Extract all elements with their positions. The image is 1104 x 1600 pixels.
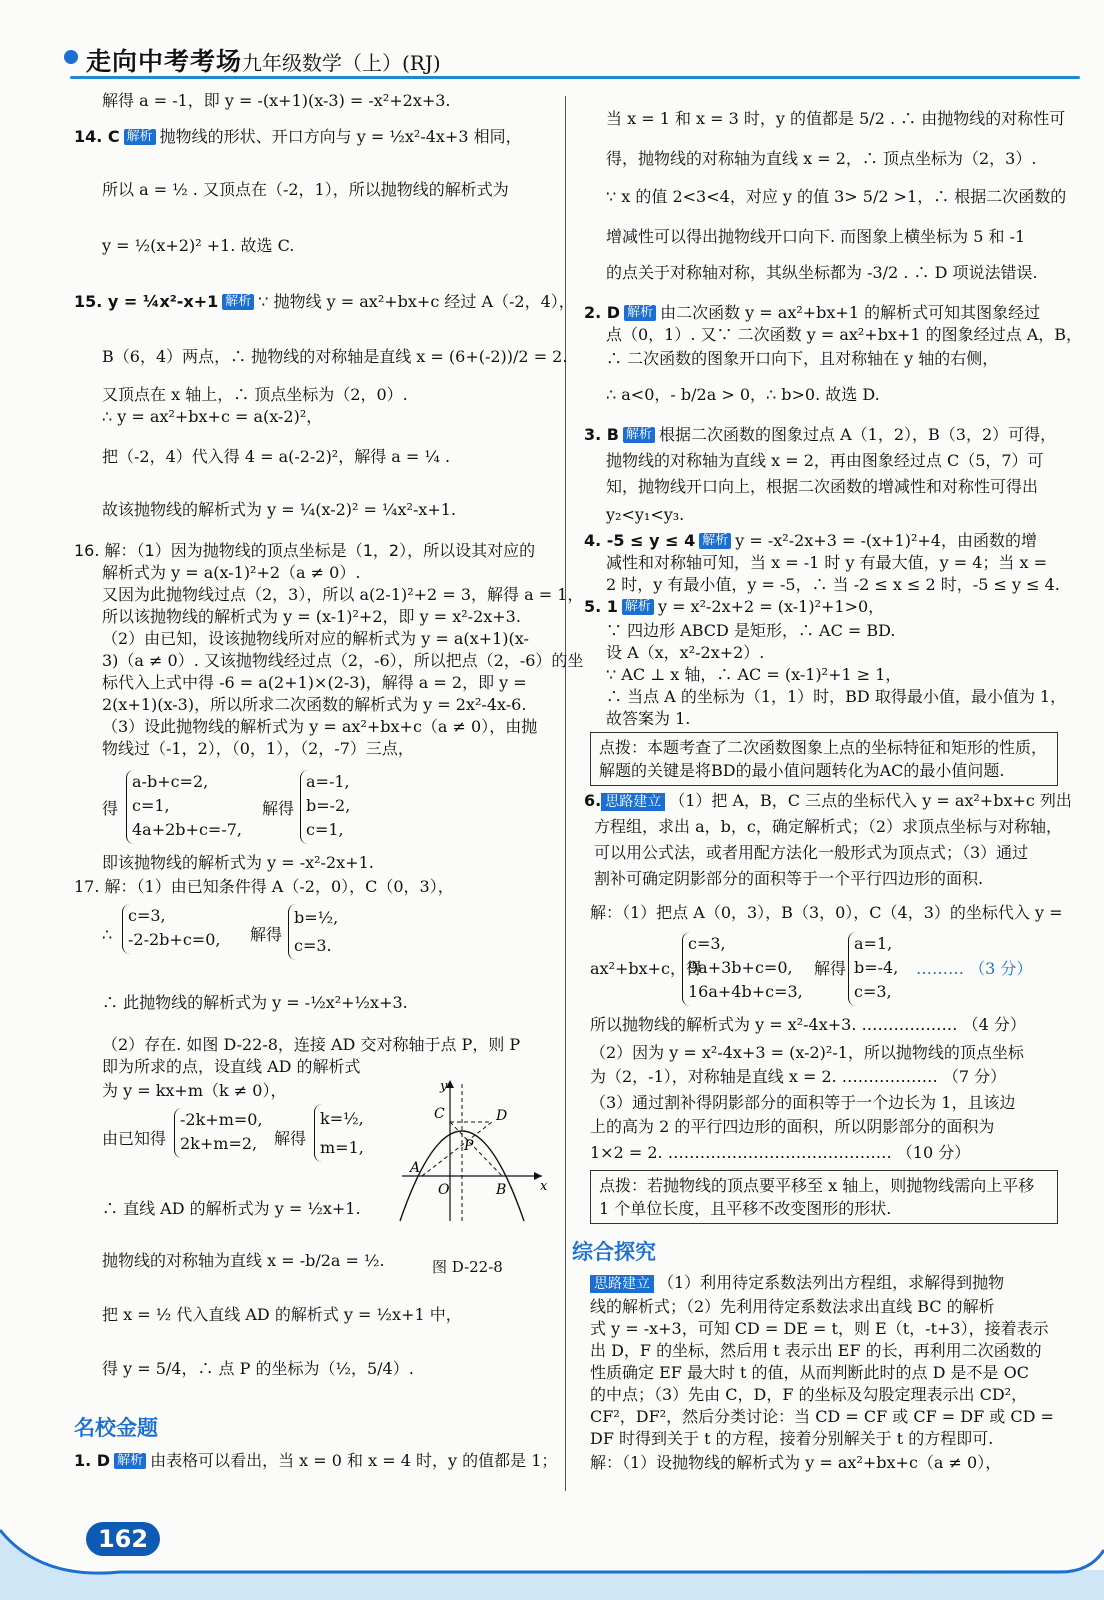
label: 解得 bbox=[814, 959, 847, 978]
text-line: （2）存在. 如图 D-22-8，连接 AD 交对称轴于点 P，则 P bbox=[102, 1035, 521, 1054]
equation: k=½, bbox=[320, 1109, 364, 1128]
analysis-tag: 解析 bbox=[222, 294, 254, 310]
question-number: 3. B bbox=[584, 425, 619, 444]
text-line: DF 时得到关于 t 的方程，接着分别解关于 t 的方程即可. bbox=[590, 1429, 994, 1448]
text-line: 2 时，y 有最小值，y = -5，∴ 当 -2 ≤ x ≤ 2 时，-5 ≤ y ≤ 4. bbox=[606, 575, 1060, 594]
equation: c=1, bbox=[306, 820, 344, 839]
equation: c=3, bbox=[854, 982, 892, 1001]
text-line: 物线过（-1，2），（0，1），（2，-7）三点， bbox=[102, 739, 414, 758]
analysis-tag: 解析 bbox=[124, 129, 156, 145]
text-line: ∴ 此抛物线的解析式为 y = -½x²+½x+3. bbox=[102, 993, 408, 1012]
text-line: ∵ AC ⊥ x 轴，∴ AC = (x-1)²+1 ≥ 1， bbox=[606, 665, 902, 684]
label: 解得 bbox=[274, 1129, 307, 1148]
text-line: （2）因为 y = x²-4x+3 = (x-2)²-1，所以抛物线的顶点坐标 bbox=[590, 1043, 1024, 1062]
equation: b=-4, bbox=[854, 958, 899, 977]
equation: c=3, bbox=[688, 934, 726, 953]
equation: 2k+m=2, bbox=[180, 1134, 258, 1153]
bullet-icon bbox=[64, 50, 78, 64]
text-line: （3）通过割补得阴影部分的面积等于一个边长为 1，且该边 bbox=[590, 1093, 1016, 1112]
text-line: 1×2 = 2. …………………………………… （10 分） bbox=[590, 1143, 971, 1162]
text-line: 所以抛物线的解析式为 y = x²-4x+3. ……………… （4 分） bbox=[590, 1015, 1026, 1034]
equation: a-b+c=2, bbox=[132, 772, 209, 791]
text-line: y = -x²-2x+3 = -(x+1)²+4，由函数的增 bbox=[735, 531, 1037, 550]
analysis-tag: 解析 bbox=[622, 599, 654, 615]
text-line: 把 x = ½ 代入直线 AD 的解析式 y = ½x+1 中， bbox=[102, 1305, 462, 1324]
text-line: 抛物线的形状、开口方向与 y = ½x²-4x+3 相同， bbox=[159, 127, 522, 146]
answer-16: 16. 解：（1）因为抛物线的顶点坐标是（1，2），所以设其对应的 bbox=[74, 541, 536, 560]
equation-system bbox=[128, 904, 220, 952]
text-line: 解：（1）把点 A（0，3），B（3，0），C（4，3）的坐标代入 y = bbox=[590, 903, 1063, 922]
text-line: 割补可确定阴影部分的面积等于一个平行四边形的面积. bbox=[594, 869, 984, 888]
page-header bbox=[0, 0, 1104, 86]
fig-label-D: D bbox=[496, 1108, 508, 1124]
section-title: 名校金题 bbox=[74, 1416, 158, 1440]
footer-wave bbox=[0, 1520, 1104, 1600]
analysis-tag: 解析 bbox=[699, 533, 731, 549]
text-line: 得 y = 5/4，∴ 点 P 的坐标为（½，5/4）. bbox=[102, 1359, 414, 1378]
question-number: 4. -5 ≤ y ≤ 4 bbox=[584, 531, 696, 550]
answer-17: 17. 解：（1）由已知条件得 A（-2，0），C（0，3）， bbox=[74, 877, 454, 896]
text-line: 3)（a ≠ 0）. 又该抛物线经过点（2，-6），所以把点（2，-6）的坐 bbox=[102, 651, 584, 670]
answer-4 bbox=[584, 530, 1037, 552]
text-line: （1）把 A，B，C 三点的坐标代入 y = ax²+bx+c 列出 bbox=[669, 791, 1072, 810]
text-line: 由二次函数 y = ax²+bx+1 的解析式可知其图象经过 bbox=[660, 303, 1041, 322]
equation: a=1, bbox=[854, 934, 893, 953]
equation-system bbox=[320, 1104, 364, 1162]
text-line: 出 D，F 的坐标，然后用 t 表示出 EF 的长，再利用二次函数的 bbox=[590, 1341, 1042, 1360]
text-line: 故该抛物线的解析式为 y = ¼(x-2)² = ¼x²-x+1. bbox=[102, 500, 457, 519]
answer-6 bbox=[584, 790, 1072, 812]
text-line: 解得 a = -1，即 y = -(x+1)(x-3) = -x²+2x+3. bbox=[102, 91, 451, 110]
idea-tag: 思路建立 bbox=[590, 1275, 654, 1293]
text-line: 知，抛物线开口向上，根据二次函数的增减性和对称性可得出 bbox=[606, 477, 1039, 496]
text-line: 解析式为 y = a(x-1)²+2（a ≠ 0）. bbox=[102, 563, 361, 582]
label: ax²+bx+c，得 bbox=[590, 959, 703, 978]
text-line: 即该抛物线的解析式为 y = -x²-2x+1. bbox=[102, 853, 374, 872]
analysis-tag: 解析 bbox=[624, 305, 656, 321]
idea-tag: 思路建立 bbox=[601, 793, 665, 811]
equation: b=½, bbox=[294, 908, 339, 927]
answer-15 bbox=[74, 291, 575, 313]
text-line: 线的解析式；（2）先利用待定系数法求出直线 BC 的解析 bbox=[590, 1297, 995, 1316]
text-line: 即为所求的点，设直线 AD 的解析式 bbox=[102, 1057, 361, 1076]
text-line: 可以用公式法，或者用配方法化一般形式为顶点式；（3）通过 bbox=[594, 843, 1029, 862]
answer-3 bbox=[584, 424, 1056, 446]
section-title: 综合探究 bbox=[572, 1240, 656, 1264]
equation: m=1, bbox=[320, 1138, 364, 1157]
answer-5 bbox=[584, 596, 884, 618]
equation-system bbox=[306, 770, 350, 842]
text-line: y = x²-2x+2 = (x-1)²+1>0， bbox=[657, 597, 885, 616]
text-line: y = ½(x+2)² +1. 故选 C. bbox=[102, 236, 295, 255]
question-number: 1. D bbox=[74, 1451, 111, 1470]
equation-system bbox=[854, 932, 898, 1004]
text-line: 抛物线的对称轴为直线 x = 2，再由图象经过点 C（5，7）可 bbox=[606, 451, 1044, 470]
text-line: ∵ x 的值 2<3<4，对应 y 的值 3> 5/2 >1，∴ 根据二次函数的 bbox=[606, 187, 1067, 206]
tip-box: 点拨：若抛物线的顶点要平移至 x 轴上，则抛物线需向上平移 1 个单位长度，且平移不改变图形的形状. bbox=[590, 1170, 1058, 1224]
text-line bbox=[590, 1272, 1004, 1294]
fig-label-y: y bbox=[440, 1079, 448, 1094]
book-subtitle: 九年级数学（上）(RJ) bbox=[242, 51, 441, 75]
text-line: 设 A（x，x²-2x+2）. bbox=[606, 643, 765, 662]
text-line: 性质确定 EF 最大时 t 的值，从而判断此时的点 D 是不是 OC bbox=[590, 1363, 1030, 1382]
text-line: ∵ 抛物线 y = ax²+bx+c 经过 A（-2，4）， bbox=[258, 292, 575, 311]
fig-label-P: P bbox=[464, 1138, 474, 1154]
page-number: 162 bbox=[86, 1522, 160, 1556]
text-line: ∴ y = ax²+bx+c = a(x-2)²， bbox=[102, 407, 323, 426]
text-line: 解：（1）设抛物线的解析式为 y = ax²+bx+c（a ≠ 0）， bbox=[590, 1453, 1002, 1472]
text-line: 抛物线的对称轴为直线 x = -b/2a = ½. bbox=[102, 1251, 385, 1270]
text-line: 由表格可以看出，当 x = 0 和 x = 4 时，y 的值都是 1； bbox=[150, 1451, 558, 1470]
text-line: CF²，DF²，然后分类讨论：当 CD = CF 或 CF = DF 或 CD = bbox=[590, 1407, 1054, 1426]
fig-label-C: C bbox=[434, 1106, 445, 1122]
fig-label-O: O bbox=[438, 1182, 450, 1198]
line-AD bbox=[422, 1122, 492, 1176]
text-line: ∴ 当点 A 的坐标为（1，1）时，BD 取得最小值，最小值为 1， bbox=[606, 687, 1067, 706]
figure-caption: 图 D-22-8 bbox=[432, 1258, 503, 1276]
equation: 16a+4b+c=3, bbox=[688, 982, 803, 1001]
text-line: y₂<y₁<y₃. bbox=[606, 505, 685, 524]
question-number: 2. D bbox=[584, 303, 621, 322]
label: 得 bbox=[102, 799, 119, 818]
text-line: 所以 a = ½ . 又顶点在（-2，1），所以抛物线的解析式为 bbox=[102, 180, 509, 199]
label: 解得 bbox=[262, 799, 295, 818]
score-note: ……… （3 分） bbox=[916, 959, 1033, 978]
text-line: 上的高为 2 的平行四边形的面积，所以阴影部分的面积为 bbox=[590, 1117, 995, 1136]
label: ∴ bbox=[102, 925, 113, 944]
equation: c=3, bbox=[128, 906, 166, 925]
text-line: 把（-2，4）代入得 4 = a(-2-2)²，解得 a = ¼ . bbox=[102, 447, 451, 466]
text-line: 根据二次函数的图象过点 A（1，2），B（3，2）可得， bbox=[659, 425, 1057, 444]
text-line: 减性和对称轴可知，当 x = -1 时 y 有最大值，y = 4；当 x = bbox=[606, 553, 1047, 572]
text-line: 所以该抛物线的解析式为 y = (x-1)²+2，即 y = x²-2x+3. bbox=[102, 607, 521, 626]
text-line: 2(x+1)(x-3)，所以所求二次函数的解析式为 y = 2x²-4x-6. bbox=[102, 695, 527, 714]
text-line: ∴ 二次函数的图象开口向下，且对称轴在 y 轴的右侧， bbox=[606, 349, 999, 368]
parabola-figure bbox=[392, 1076, 552, 1226]
text-line: 故答案为 1. bbox=[606, 709, 691, 728]
equation-system bbox=[688, 932, 803, 1004]
text-line: ∴ a<0，- b/2a > 0，∴ b>0. 故选 D. bbox=[606, 385, 880, 404]
equation-system bbox=[180, 1108, 263, 1156]
answer-14 bbox=[74, 126, 522, 148]
fig-label-A: A bbox=[410, 1160, 421, 1176]
text-line: 又因为此抛物线过点（2，3），所以 a(2-1)²+2 = 3，解得 a = 1， bbox=[102, 585, 584, 604]
text-line: 方程组，求出 a，b，c，确定解析式；（2）求顶点坐标与对称轴， bbox=[594, 817, 1063, 836]
text-line: 又顶点在 x 轴上，∴ 顶点坐标为（2，0）. bbox=[102, 385, 408, 404]
equation: 4a+2b+c=-7, bbox=[132, 820, 242, 839]
equation: 9a+3b+c=0, bbox=[688, 958, 793, 977]
text-line: ∵ 四边形 ABCD 是矩形，∴ AC = BD. bbox=[606, 621, 896, 640]
answer-m1 bbox=[74, 1450, 557, 1472]
question-number: 5. 1 bbox=[584, 597, 618, 616]
text-line: 得，抛物线的对称轴为直线 x = 2，∴ 顶点坐标为（2，3）. bbox=[606, 149, 1037, 168]
text-line: B（6，4）两点，∴ 抛物线的对称轴是直线 x = (6+(-2))/2 = 2. bbox=[102, 347, 568, 366]
text-line: 当 x = 1 和 x = 3 时，y 的值都是 5/2 . ∴ 由抛物线的对称性可 bbox=[606, 109, 1066, 128]
text-line: 的中点；（3）先由 C，D，F 的坐标及勾股定理表示出 CD²， bbox=[590, 1385, 1028, 1404]
equation: -2k+m=0, bbox=[180, 1110, 263, 1129]
book-title: 走向中考考场 bbox=[86, 47, 243, 76]
equation-system bbox=[294, 904, 338, 960]
question-number: 14. C bbox=[74, 127, 120, 146]
text-line: （2）由已知，设该抛物线所对应的解析式为 y = a(x+1)(x- bbox=[102, 629, 529, 648]
equation-system bbox=[132, 770, 242, 842]
tip-box: 点拨：本题考查了二次函数图象上点的坐标特征和矩形的性质，解题的关键是将BD的最小值问题转化为AC的最小值问题. bbox=[590, 732, 1058, 786]
text-line: 点（0，1）. 又∵ 二次函数 y = ax²+bx+1 的图象经过点 A，B， bbox=[606, 325, 1083, 344]
text-line: （3）设此抛物线的解析式为 y = ax²+bx+c（a ≠ 0），由抛 bbox=[102, 717, 538, 736]
text-line: 的点关于对称轴对称，其纵坐标都为 -3/2 . ∴ D 项说法错误. bbox=[606, 263, 1038, 282]
equation: c=3. bbox=[294, 936, 332, 955]
equation: -2-2b+c=0, bbox=[128, 930, 221, 949]
label: 由已知得 bbox=[102, 1129, 167, 1148]
text-line: 为（2，-1），对称轴是直线 x = 2. ……………… （7 分） bbox=[590, 1067, 1007, 1086]
equation: b=-2, bbox=[306, 796, 351, 815]
text-line: ∴ 直线 AD 的解析式为 y = ½x+1. bbox=[102, 1199, 361, 1218]
fig-label-B: B bbox=[496, 1182, 507, 1198]
text-line: 式 y = -x+3，可知 CD = DE = t，则 E（t，-t+3），接着表示 bbox=[590, 1319, 1049, 1338]
question-number: 6. bbox=[584, 791, 602, 810]
equation: c=1, bbox=[132, 796, 170, 815]
answer-2 bbox=[584, 302, 1040, 324]
label: 解得 bbox=[250, 925, 283, 944]
question-number: 15. y = ¼x²-x+1 bbox=[74, 292, 219, 311]
fig-label-x: x bbox=[540, 1179, 548, 1194]
header-rule bbox=[70, 76, 1080, 79]
text-line: 标代入上式中得 -6 = a(2+1)×(2-3)，解得 a = 2，即 y = bbox=[102, 673, 527, 692]
equation: a=-1, bbox=[306, 772, 350, 791]
text: （1）利用待定系数法列出方程组，求解得到抛物 bbox=[658, 1273, 1005, 1292]
analysis-tag: 解析 bbox=[114, 1453, 146, 1469]
text-line: 为 y = kx+m（k ≠ 0）， bbox=[102, 1081, 287, 1100]
text-line: 增减性可以得出抛物线开口向下. 而图象上横坐标为 5 和 -1 bbox=[606, 227, 1026, 246]
analysis-tag: 解析 bbox=[623, 427, 655, 443]
